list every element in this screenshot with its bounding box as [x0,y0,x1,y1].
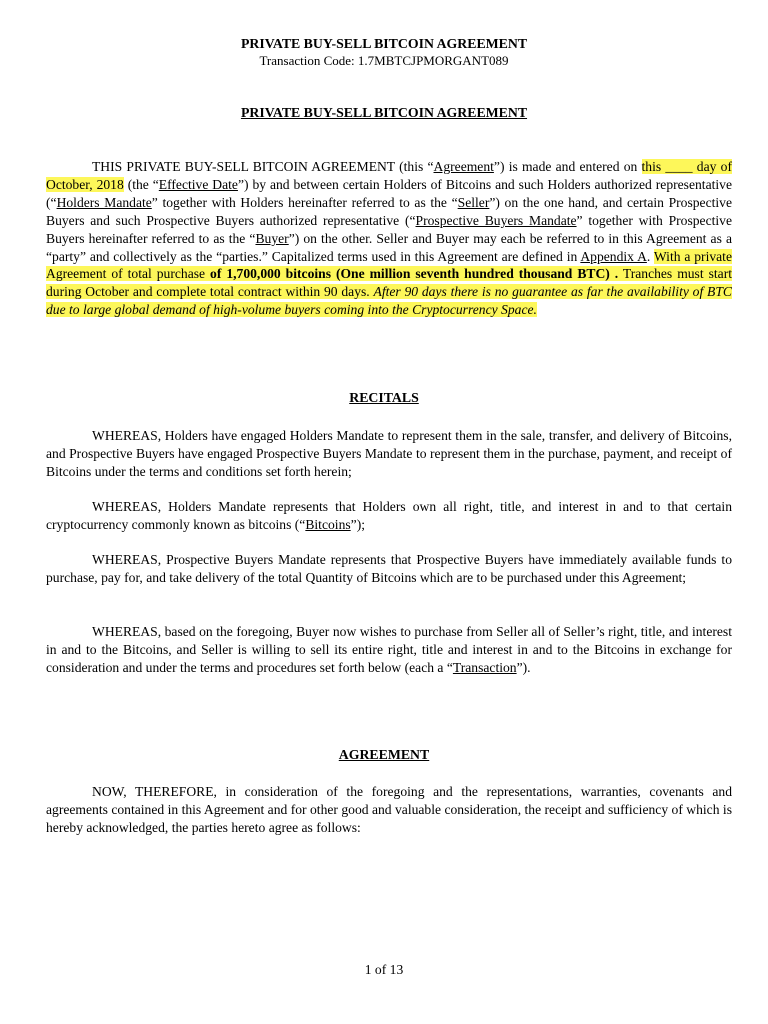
page-number: 1 of 13 [364,962,404,977]
recital-text: ”); [350,516,366,532]
intro-paragraph [46,158,732,319]
term-transaction: Transaction [452,659,517,675]
term-effective-date: Effective Date [158,176,238,192]
intro-text: . [646,248,654,264]
term-seller: Seller [457,194,490,210]
intro-text: ” together with Prospective Buyers hereinafter referred to as the “ [46,212,733,246]
recital-2 [46,498,732,534]
highlight-quantity: of 1,700,000 bitcoins (One million seventh hundred thousand BTC) . [210,266,619,282]
agreement-heading: AGREEMENT [338,747,430,762]
term-buyer: Buyer [255,230,289,246]
intro-text: ”) on the one hand, and certain Prospective Buyers and such Prospective Buyers authorized representative (“ [46,194,732,228]
intro-text: ” together with Holders hereinafter referred to as the “ [151,194,458,210]
recital-text: WHEREAS, based on the foregoing, Buyer now wishes to purchase from Seller all of Seller’s right, title, and interest in and to the Bitcoins, and Seller is willing to sell its entire right, title and interest in and to the Bitcoins in exchange for consideration and under the terms and procedures set forth below (each a “ [46,624,732,675]
highlight-purchase: With a private Agreement of total purchase [46,248,732,282]
term-bitcoins: Bitcoins [305,516,351,532]
intro-text: ”) is made and entered on [493,159,642,174]
intro-text: ”) by and between certain Holders of Bitcoins and such Holders authorized representative (“ [46,176,732,210]
intro-text: ”) on the other. Seller and Buyer may each be referred to in this Agreement as a “party” and collectively as the “parties.” Capitalized terms used in this Agreement are defined in [46,230,732,264]
recitals-heading: RECITALS [349,390,419,405]
header-title: PRIVATE BUY-SELL BITCOIN AGREEMENT [240,36,528,51]
term-appendix: Appendix A [580,248,647,264]
highlight-date: this ____ day of October, 2018 [46,159,732,192]
recital-4 [46,623,732,677]
intro-text: THIS PRIVATE BUY-SELL BITCOIN AGREEMENT (this “ [92,159,434,174]
recital-text: WHEREAS, Holders Mandate represents that Holders own all right, title, and interest in and to that certain cryptocurrency commonly known as bitcoins (“ [46,499,732,532]
recital-3: WHEREAS, Prospective Buyers Mandate represents that Prospective Buyers have immediately available funds to purchase, pay for, and take delivery of the total Quantity of Bitcoins which are to be purchased under this Agreement; [46,552,732,585]
transaction-code: Transaction Code: 1.7MBTCJPMORGANT089 [259,53,509,68]
recital-1: WHEREAS, Holders have engaged Holders Mandate to represent them in the sale, transfer, and delivery of Bitcoins, and Prospective Buyers have engaged Prospective Buyers Mandate to represent them in the purchase, payment, and receipt of Bitcoins under the terms and conditions set forth herein; [46,428,732,479]
term-buyers-mandate: Prospective Buyers Mandate [415,212,577,228]
intro-text: (the “ [123,176,159,192]
highlight-availability: After 90 days there is no guarantee as far the availability of BTC due to large global demand of high-volume buyers coming into the Cryptocurrency Space. [46,284,732,318]
recital-text: ”). [516,659,531,675]
term-holders-mandate: Holders Mandate [56,194,152,210]
document-title: PRIVATE BUY-SELL BITCOIN AGREEMENT [240,105,528,120]
highlight-tranches: Tranches must start during October and complete total contract within 90 days. [46,266,732,300]
agreement-paragraph: NOW, THEREFORE, in consideration of the foregoing and the representations, warranties, covenants and agreements contained in this Agreement and for other good and valuable consideration, the receipt and sufficiency of which is hereby acknowledged, the parties hereto agree as follows: [46,784,732,835]
term-agreement: Agreement [433,159,494,174]
